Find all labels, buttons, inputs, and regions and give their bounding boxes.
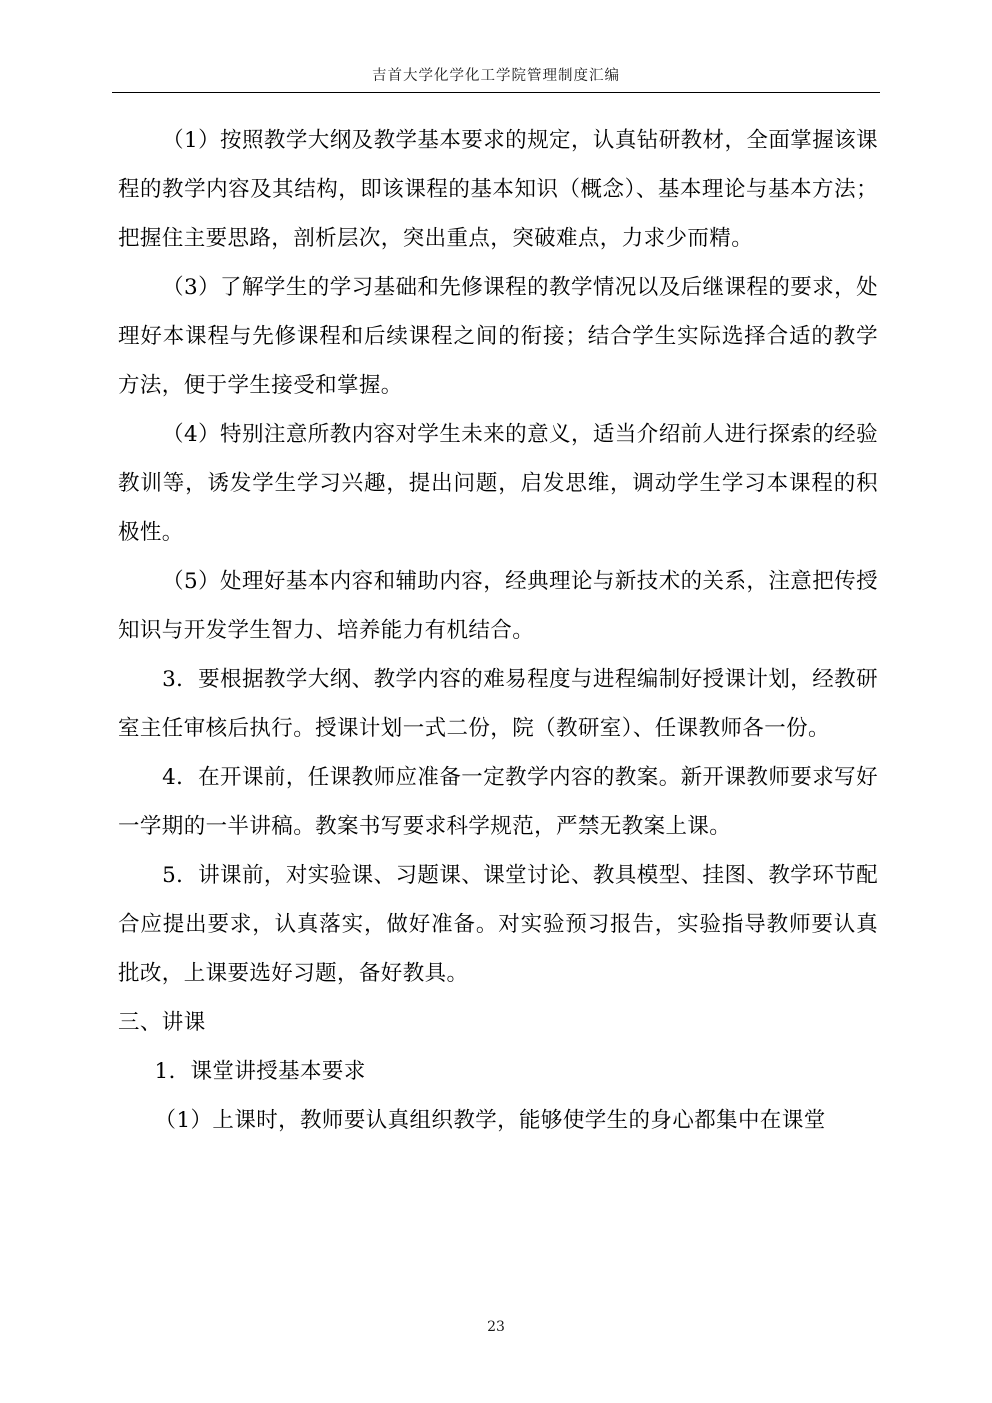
paragraph: 4．在开课前，任课教师应准备一定教学内容的教案。新开课教师要求写好一学期的一半讲稿。教案书写要求科学规范，严禁无教案上课。	[118, 765, 878, 839]
document-body	[118, 116, 878, 1145]
paragraph: （1）上课时，教师要认真组织教学，能够使学生的身心都集中在课堂	[154, 1108, 826, 1133]
page-number: 23	[487, 1319, 505, 1335]
paragraph: （1）按照教学大纲及教学基本要求的规定，认真钻研教材，全面掌握该课程的教学内容及其结构，即该课程的基本知识（概念）、基本理论与基本方法；把握住主要思路，剖析层次，突出重点，突破难点，力求少而精。	[118, 128, 878, 251]
paragraph: 1．课堂讲授基本要求	[154, 1059, 366, 1084]
paragraph: 5．讲课前，对实验课、习题课、课堂讨论、教具模型、挂图、教学环节配合应提出要求，认真落实，做好准备。对实验预习报告，实验指导教师要认真批改，上课要选好习题，备好教具。	[118, 863, 878, 986]
paragraph: （4）特别注意所教内容对学生未来的意义，适当介绍前人进行探索的经验教训等，诱发学生学习兴趣，提出问题，启发思维，调动学生学习本课程的积极性。	[118, 422, 878, 545]
paragraph: （3）了解学生的学习基础和先修课程的教学情况以及后继课程的要求，处理好本课程与先修课程和后续课程之间的衔接；结合学生实际选择合适的教学方法，便于学生接受和掌握。	[118, 275, 878, 398]
section-heading: 三、讲课	[118, 1010, 206, 1035]
paragraph: 3．要根据教学大纲、教学内容的难易程度与进程编制好授课计划，经教研室主任审核后执行。授课计划一式二份，院（教研室）、任课教师各一份。	[118, 667, 878, 741]
header-divider	[112, 92, 880, 93]
page-header: 吉首大学化学化工学院管理制度汇编	[372, 68, 620, 84]
paragraph: （5）处理好基本内容和辅助内容，经典理论与新技术的关系，注意把传授知识与开发学生智力、培养能力有机结合。	[118, 569, 878, 643]
